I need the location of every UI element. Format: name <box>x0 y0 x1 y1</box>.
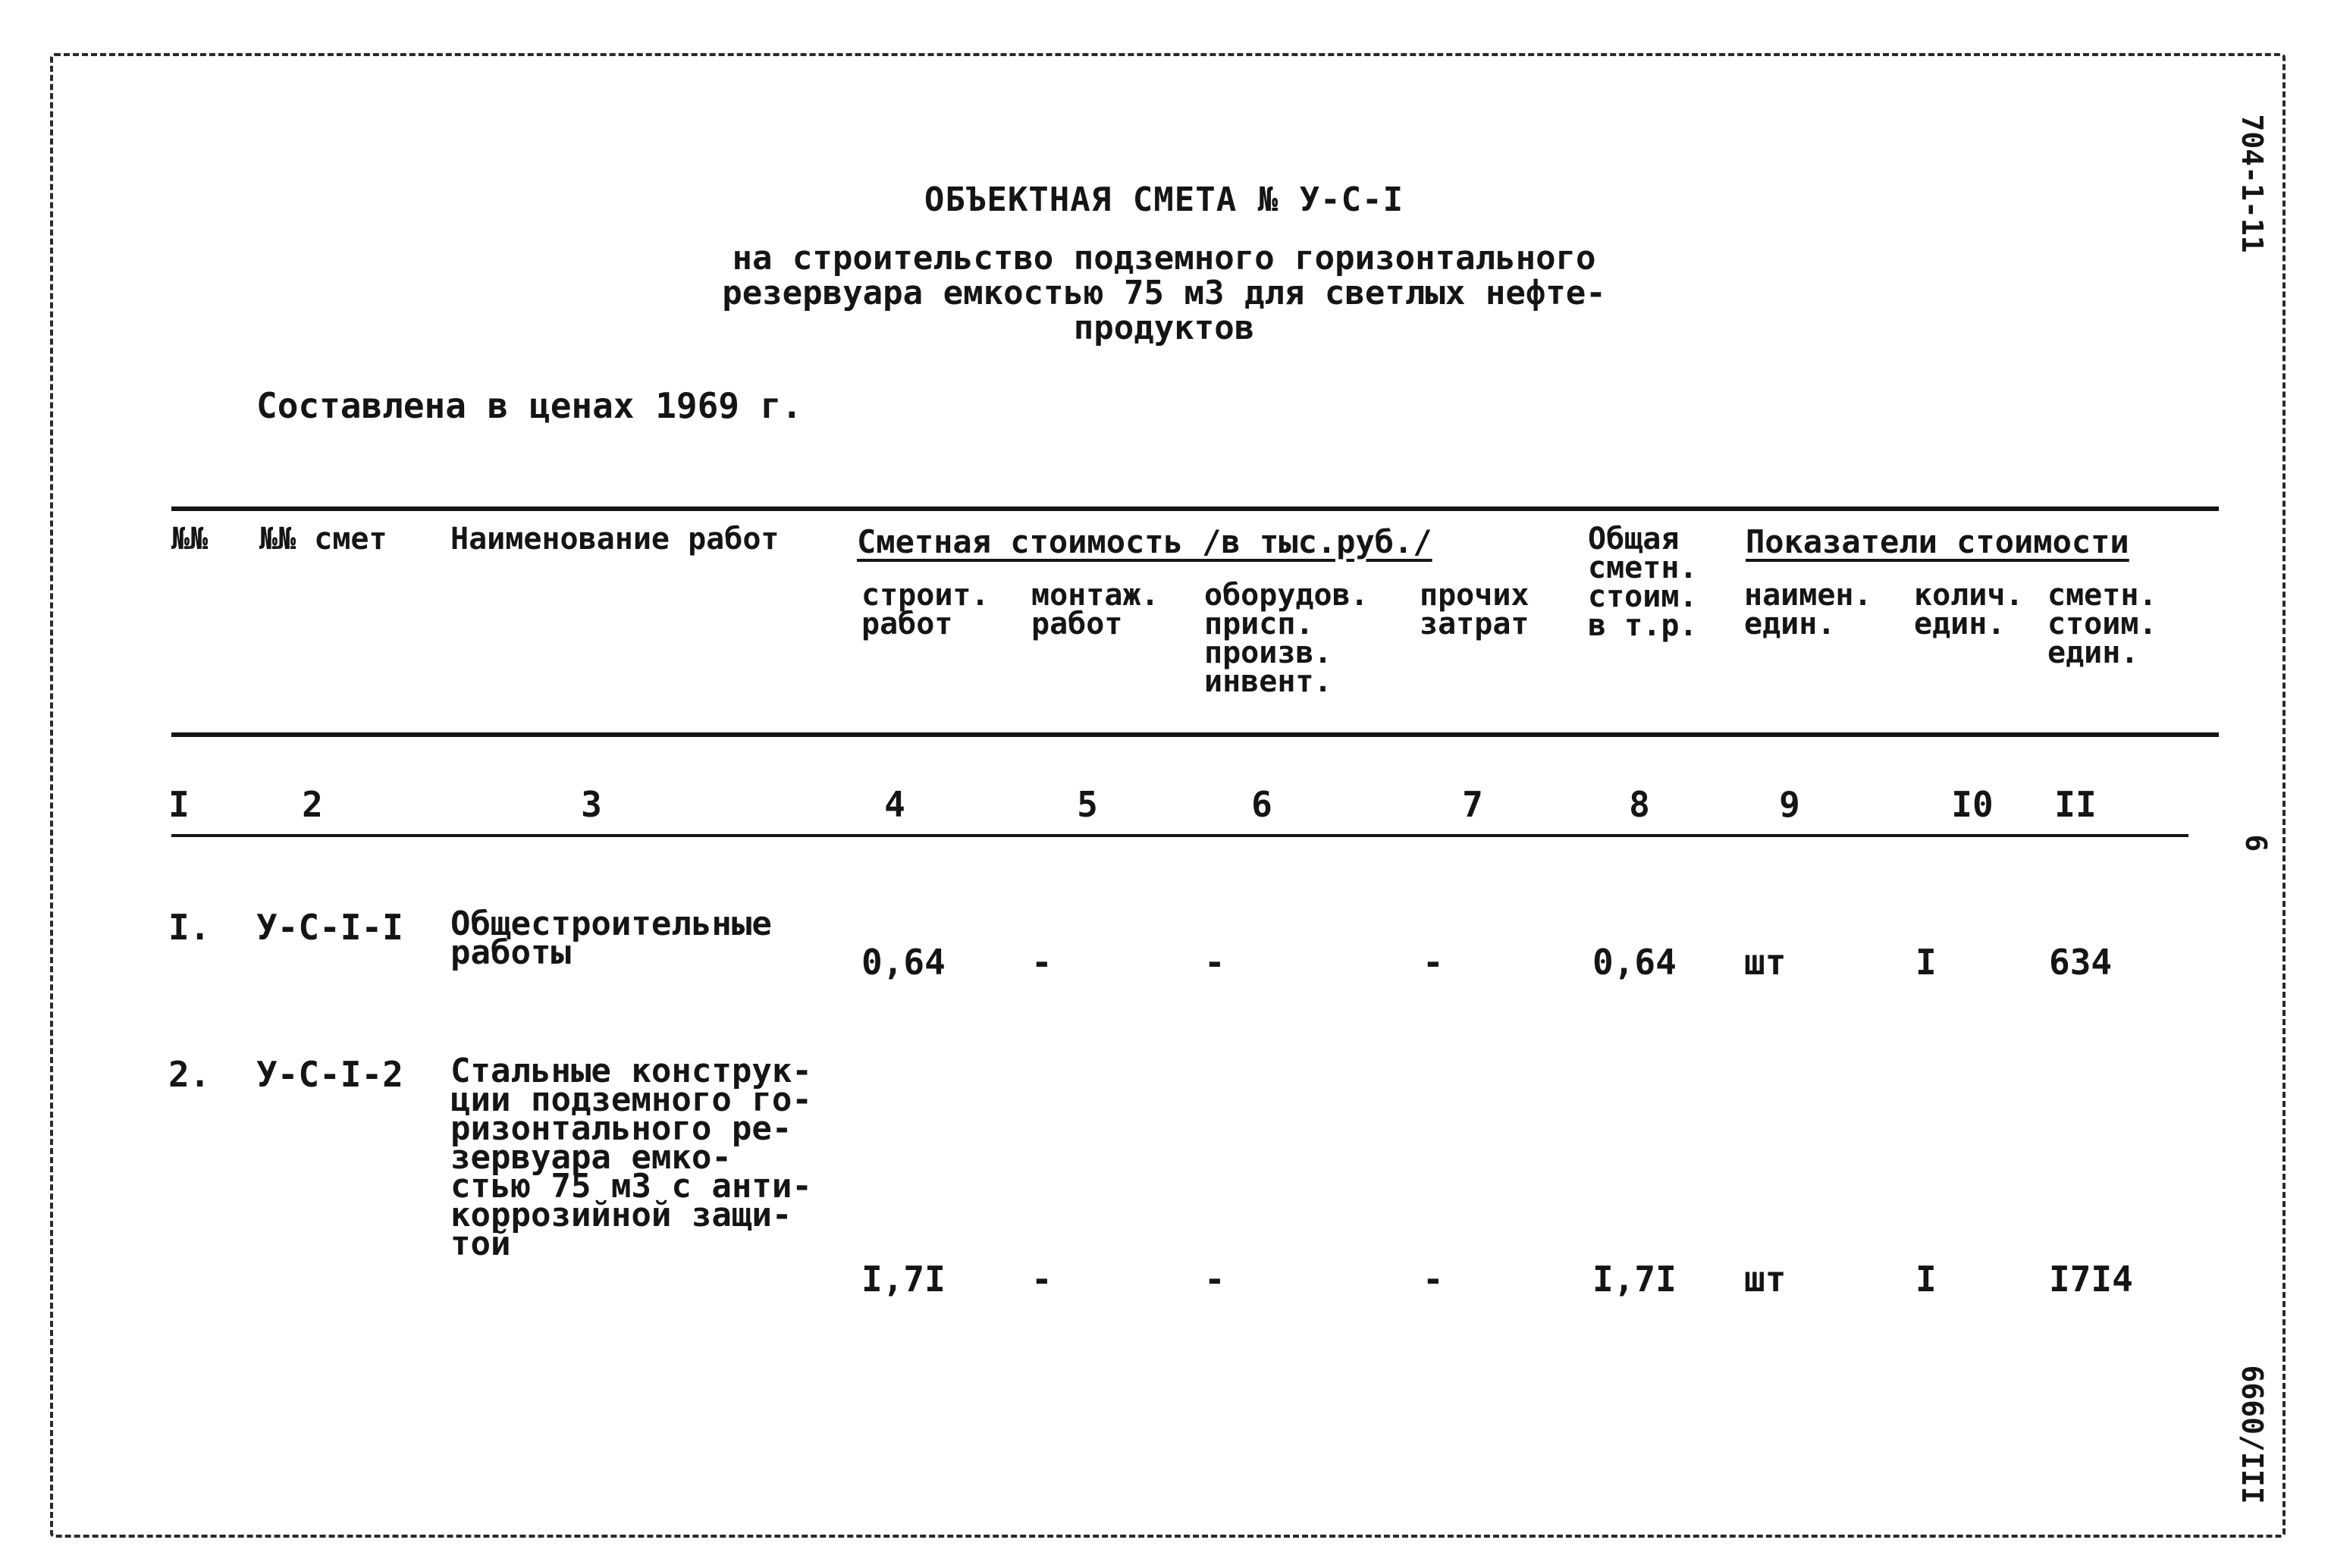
row-estimate: У-С-I-2 <box>256 1054 403 1095</box>
row-equipment: - <box>1204 1259 1225 1300</box>
row-unit-cost: I7I4 <box>2049 1259 2133 1300</box>
margin-page-number: 6 <box>2239 834 2273 852</box>
header-indicators-group: Показатели стоимости <box>1746 523 2129 560</box>
header-work-name: Наименование работ <box>450 522 780 557</box>
column-number: I <box>168 784 190 825</box>
column-number: 4 <box>884 784 905 825</box>
document-subtitle <box>0 241 2328 346</box>
row-work-name: Стальные конструк- ции подземного го- ризонтального ре- зервуара емко- стью 75 м3 с анти- коррозийной защи- той <box>450 1052 812 1263</box>
column-number: 7 <box>1462 784 1483 825</box>
header-estimate-num: №№ смет <box>259 522 387 557</box>
document-title: ОБЪЕКТНАЯ СМЕТА № У-С-I <box>924 180 1404 219</box>
row-installation: - <box>1031 1259 1053 1300</box>
header-installation: монтаж. работ <box>1031 578 1159 641</box>
column-number: 8 <box>1629 784 1650 825</box>
column-number: 9 <box>1779 784 1800 825</box>
row-num: 2. <box>168 1054 211 1095</box>
header-bottom-rule <box>171 732 2219 737</box>
column-number: 2 <box>302 784 323 825</box>
subtitle-line-2: резервуара емкостью 75 м3 для светлых нефте- <box>722 274 1606 312</box>
subtitle-line-3: продуктов <box>1073 309 1255 347</box>
column-number: II <box>2054 784 2097 825</box>
row-total: I,7I <box>1592 1259 1677 1300</box>
row-other: - <box>1423 1259 1444 1300</box>
subtitle-line-1: на строительство подземного горизонтального <box>732 239 1596 278</box>
row-other: - <box>1423 942 1444 983</box>
row-unit-cost: 634 <box>2049 942 2113 983</box>
row-unit-qty: I <box>1915 942 1937 983</box>
header-cost-group: Сметная стоимость /в тыс.руб./ <box>857 523 1432 560</box>
row-unit-name: шт <box>1744 1259 1787 1300</box>
row-work-name: Общестроительные работы <box>450 905 772 972</box>
row-construction: I,7I <box>861 1259 946 1300</box>
margin-archive-code: 6660/III <box>2235 1365 2269 1504</box>
row-estimate: У-С-I-I <box>256 907 403 948</box>
header-total-cost: Общая сметн. стоим. в т.р. <box>1588 522 1698 643</box>
table-top-rule <box>171 506 2219 511</box>
row-construction: 0,64 <box>861 942 946 983</box>
row-num: I. <box>168 907 211 948</box>
header-construction: строит. работ <box>861 578 990 641</box>
margin-doc-code: 704-1-11 <box>2235 114 2269 253</box>
header-unit-cost: сметн. стоим. един. <box>2047 578 2157 670</box>
column-number: I0 <box>1951 784 1994 825</box>
row-unit-name: шт <box>1744 942 1787 983</box>
row-total: 0,64 <box>1592 942 1677 983</box>
column-number: 6 <box>1251 784 1272 825</box>
header-unit-qty: колич. един. <box>1914 578 2024 641</box>
header-unit-name: наимен. един. <box>1744 578 1872 641</box>
row-installation: - <box>1031 942 1053 983</box>
header-equipment: оборудов. присп. произв. инвент. <box>1204 578 1369 699</box>
row-equipment: - <box>1204 942 1225 983</box>
pricing-note: Составлена в ценах 1969 г. <box>256 385 803 426</box>
column-numbers-rule <box>171 834 2188 837</box>
column-number: 3 <box>581 784 602 825</box>
header-num: №№ <box>171 522 209 557</box>
column-number: 5 <box>1077 784 1098 825</box>
header-other-costs: прочих затрат <box>1420 578 1530 641</box>
row-unit-qty: I <box>1915 1259 1937 1300</box>
